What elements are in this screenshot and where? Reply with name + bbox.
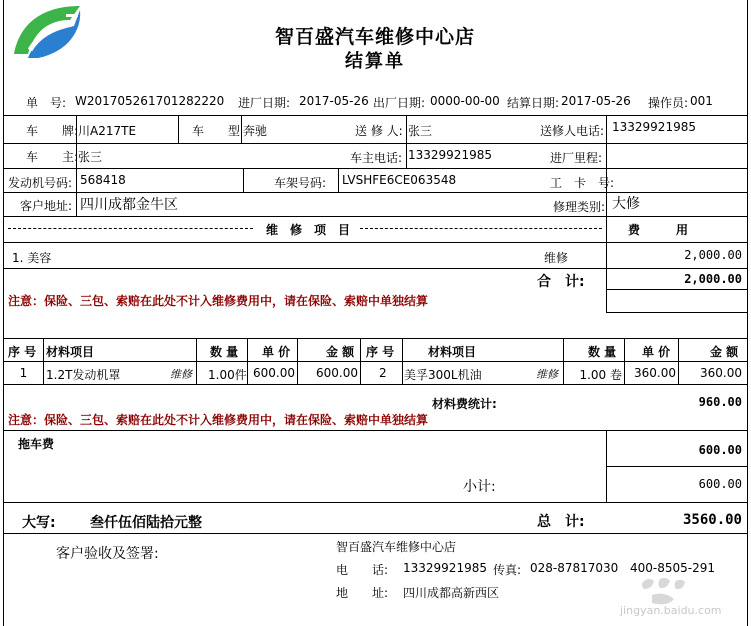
grid-line	[606, 115, 607, 216]
repair-notice: 注意：保险、三包、索赔在此处不计入维修费用中，请在保险、索赔中单独结算	[8, 294, 429, 308]
materials-total: 960.00	[698, 395, 742, 409]
dash-line	[360, 228, 602, 229]
operator: 001	[690, 94, 713, 108]
grid-line	[243, 168, 244, 192]
grid-line	[406, 115, 407, 168]
sender-phone-label: 送修人电话:	[540, 124, 605, 138]
plate-label: 车 牌:	[26, 124, 79, 138]
col-header-no: 序 号	[8, 345, 37, 359]
grand-total-label: 总 计:	[537, 514, 585, 530]
grid-line	[402, 338, 403, 384]
repair-type-value: 大修	[612, 196, 640, 212]
footer-service-phone: 400-8505-291	[630, 561, 716, 575]
divider	[606, 312, 748, 313]
order-no: W201705261701282220	[75, 94, 225, 108]
material-row-no: 1	[19, 366, 28, 380]
col-header-amount: 金 额	[326, 345, 355, 359]
divider	[4, 430, 748, 431]
sender-phone-value: 13329921985	[612, 120, 696, 134]
grid-line	[606, 216, 607, 312]
material-row-name: 1.2T发动机罩	[46, 368, 121, 382]
operator-label: 操作员:	[648, 96, 689, 110]
owner-phone-value: 13329921985	[408, 148, 492, 162]
address-value: 四川成都金牛区	[80, 197, 178, 213]
footer-address: 四川成都高新西区	[403, 586, 500, 600]
model-label: 车 型	[192, 124, 241, 138]
footer-fax-label: 传真:	[493, 563, 522, 577]
sender-value: 张三	[408, 124, 433, 138]
shop-logo-icon	[10, 2, 86, 60]
towing-subtotal: 600.00	[698, 477, 742, 491]
settle-date-label: 结算日期:	[507, 96, 560, 110]
towing-subtotal-label: 小计:	[463, 479, 496, 495]
grand-total: 3560.00	[682, 512, 742, 528]
grid-line	[196, 338, 197, 384]
towing-label: 拖车费	[18, 437, 55, 451]
material-row-price: 600.00	[253, 366, 295, 380]
repair-total: 2,000.00	[684, 272, 742, 286]
document-title: 结算单	[345, 51, 405, 72]
repair-total-label: 合 计:	[537, 274, 585, 290]
grid-line	[241, 115, 242, 143]
material-row-qty: 1.00 卷	[579, 368, 622, 382]
repair-item-name: 1. 美容	[12, 251, 52, 265]
repair-item-fee: 2,000.00	[684, 248, 742, 262]
col-header-price: 单 价	[262, 345, 291, 359]
divider	[4, 533, 748, 534]
col-header-item-2: 材料项目	[428, 345, 477, 359]
col-header-no-2: 序 号	[366, 345, 395, 359]
frame-label: 车架号码:	[274, 176, 327, 190]
customer-sign-label: 客户验收及签署:	[56, 546, 159, 562]
grid-line	[43, 338, 44, 384]
divider	[4, 242, 748, 243]
engine-label: 发动机号码:	[8, 176, 73, 190]
divider	[4, 384, 748, 385]
repair-section-label: 维 修 项 目	[266, 223, 351, 237]
material-row-tag: 维修	[170, 368, 192, 381]
out-date-label: 出厂日期:	[373, 96, 426, 110]
material-row-tag: 维修	[536, 368, 558, 381]
model-value: 奔驰	[243, 124, 268, 138]
out-date: 0000-00-00	[430, 94, 500, 108]
divider	[606, 466, 748, 467]
owner-value: 张三	[78, 150, 103, 164]
in-date: 2017-05-26	[299, 94, 369, 108]
repair-type-label: 修理类别:	[553, 200, 606, 214]
plate-value: 川A217TE	[78, 124, 137, 138]
address-label: 客户地址:	[20, 199, 73, 213]
grid-line	[178, 115, 179, 143]
col-header-qty-2: 数 量	[588, 345, 617, 359]
frame-value: LVSHFE6CE063548	[342, 173, 457, 187]
col-header-item: 材料项目	[46, 345, 95, 359]
card-label: 工 卡 号:	[550, 176, 615, 190]
col-header-qty: 数 量	[210, 345, 239, 359]
order-no-label: 单 号:	[26, 96, 67, 110]
material-row-qty: 1.00件	[208, 368, 247, 382]
mileage-label: 进厂里程:	[550, 151, 603, 165]
sender-label: 送 修 人:	[355, 124, 403, 138]
fee-header: 费 用	[628, 223, 689, 237]
footer-shop-name: 智百盛汽车维修中心店	[336, 540, 457, 554]
divider	[4, 168, 748, 169]
settle-date: 2017-05-26	[561, 94, 631, 108]
owner-label: 车 主:	[26, 150, 79, 164]
material-row-price: 360.00	[634, 366, 676, 380]
uppercase-label: 大写:	[22, 515, 56, 531]
material-row-no: 2	[379, 366, 387, 380]
footer-address-label: 地 址:	[336, 586, 389, 600]
materials-notice: 注意：保险、三包、索赔在此处不计入维修费用中，请在保险、索赔中单独结算	[8, 413, 429, 427]
grid-line	[360, 338, 361, 384]
footer-fax: 028-87817030	[530, 561, 619, 575]
col-header-price-2: 单 价	[642, 345, 671, 359]
dash-line	[8, 228, 253, 229]
engine-value: 568418	[80, 173, 126, 187]
divider	[4, 338, 748, 339]
material-row-name: 美孚300L机油	[404, 368, 482, 382]
materials-total-label: 材料费统计:	[432, 397, 497, 411]
uppercase-amount: 叁仟伍佰陆拾元整	[90, 515, 202, 531]
watermark-text: jingyan.baidu.com	[620, 604, 722, 617]
divider	[606, 289, 748, 290]
divider	[4, 216, 748, 217]
shop-name: 智百盛汽车维修中心店	[274, 26, 475, 48]
divider	[4, 268, 748, 269]
footer-phone-label: 电 话:	[336, 563, 389, 577]
divider	[4, 143, 748, 144]
footer-phone: 13329921985	[403, 561, 487, 575]
material-row-amount: 360.00	[700, 366, 742, 380]
divider	[4, 502, 748, 503]
col-header-amount-2: 金 额	[710, 345, 739, 359]
divider	[4, 115, 748, 116]
towing-amount: 600.00	[698, 443, 742, 457]
in-date-label: 进厂日期:	[238, 96, 291, 110]
divider	[4, 361, 748, 362]
repair-item-category: 维修	[544, 251, 569, 265]
grid-line	[338, 168, 339, 192]
material-row-amount: 600.00	[316, 366, 358, 380]
owner-phone-label: 车主电话:	[350, 151, 403, 165]
